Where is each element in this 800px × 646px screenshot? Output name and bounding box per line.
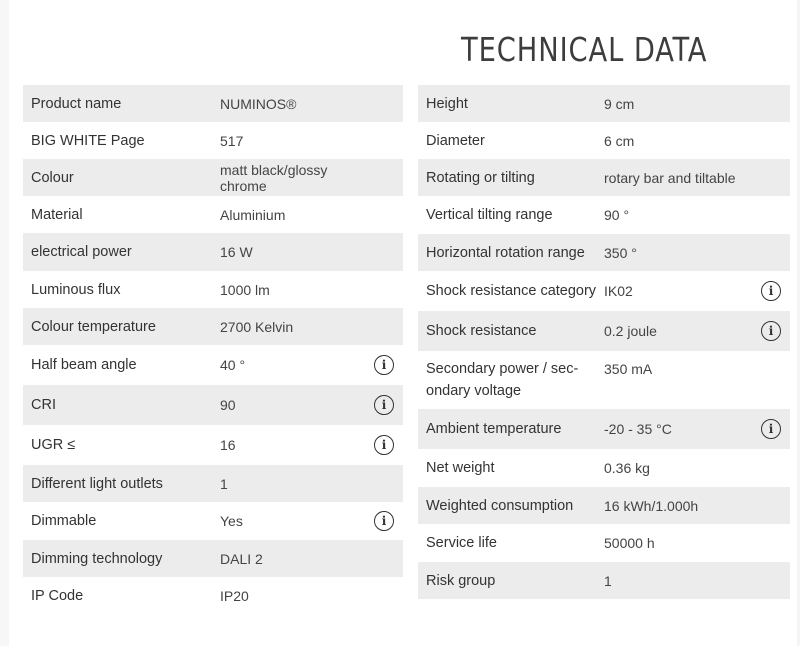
spec-row — [418, 85, 790, 122]
spec-label: Ambient temperature — [426, 421, 562, 437]
spec-row — [418, 196, 790, 234]
spec-value: 9 cm — [604, 95, 635, 112]
spec-row — [418, 122, 790, 159]
spec-row — [23, 122, 403, 159]
spec-row — [418, 487, 790, 524]
spec-value: IP20 — [220, 588, 249, 604]
spec-label: CRI — [31, 397, 56, 413]
spec-label: Shock resistance — [426, 323, 537, 339]
spec-label: Secondary power / sec- ondary voltage — [426, 361, 579, 399]
spec-row — [418, 271, 790, 311]
spec-label: Service life — [426, 535, 497, 551]
spec-label: Rotating or tilting — [426, 169, 535, 186]
spec-label: Shock resistance category — [426, 283, 597, 299]
spec-value: 517 — [220, 132, 244, 149]
spec-label: Dimming technology — [31, 550, 163, 567]
spec-label: IP Code — [31, 588, 84, 604]
spec-label: Diameter — [426, 132, 485, 149]
spec-row — [23, 271, 403, 308]
spec-row — [418, 351, 790, 409]
spec-value: 350 ° — [604, 244, 637, 261]
spec-row — [23, 159, 403, 196]
spec-value: Aluminium — [220, 206, 286, 223]
spec-value: 90 — [220, 397, 236, 413]
spec-value: 16 W — [220, 244, 253, 260]
spec-value: 1000 lm — [220, 281, 270, 298]
spec-row — [23, 577, 403, 615]
spec-row — [23, 502, 403, 540]
info-icon[interactable]: i — [374, 511, 394, 531]
page-title: TECHNICAL DATA — [461, 30, 708, 69]
spec-row — [418, 311, 790, 351]
spec-value: 16 kWh/1.000h — [604, 497, 699, 514]
spec-row — [23, 196, 403, 233]
spec-row — [418, 159, 790, 196]
spec-value: 350 mA — [604, 361, 653, 377]
spec-table-left — [23, 85, 403, 615]
spec-label: electrical power — [31, 244, 132, 260]
spec-value: NUMINOS® — [220, 95, 297, 112]
spec-value: IK02 — [604, 283, 633, 299]
spec-value: 90 ° — [604, 207, 630, 223]
spec-value: 16 — [220, 437, 236, 453]
spec-row — [23, 425, 403, 465]
spec-label: Dimmable — [31, 513, 97, 529]
spec-row — [23, 308, 403, 345]
spec-row — [23, 540, 403, 577]
spec-label: Half beam angle — [31, 357, 137, 373]
spec-value: 2700 Kelvin — [220, 318, 294, 335]
spec-row — [23, 85, 403, 122]
spec-row — [418, 409, 790, 449]
info-icon[interactable]: i — [374, 395, 394, 415]
spec-value: 0.36 kg — [604, 460, 650, 476]
spec-label: Height — [426, 95, 468, 112]
spec-row — [23, 385, 403, 425]
spec-value: 6 cm — [604, 132, 635, 149]
spec-value: 1 — [604, 572, 612, 589]
spec-row — [23, 465, 403, 502]
spec-label: Material — [31, 206, 83, 223]
spec-row — [23, 233, 403, 271]
spec-value: 0.2 joule — [604, 323, 657, 339]
spec-value: 50000 h — [604, 535, 655, 551]
spec-table-right — [418, 85, 790, 599]
spec-label: BIG WHITE Page — [31, 132, 145, 149]
info-icon[interactable]: i — [374, 355, 394, 375]
spec-row — [418, 524, 790, 562]
spec-row — [418, 562, 790, 599]
info-icon[interactable]: i — [374, 435, 394, 455]
spec-label: Net weight — [426, 460, 495, 476]
spec-value: DALI 2 — [220, 550, 263, 567]
spec-label: UGR ≤ — [31, 437, 76, 453]
spec-row — [418, 234, 790, 271]
spec-label: Horizontal rotation range — [426, 244, 585, 261]
spec-label: Weighted consumption — [426, 497, 574, 514]
spec-label: Vertical tilting range — [426, 207, 553, 223]
spec-label: Different light outlets — [31, 475, 163, 492]
info-icon[interactable]: i — [761, 281, 781, 301]
spec-label: Colour temperature — [31, 318, 156, 335]
spec-label: Product name — [31, 95, 122, 112]
spec-label: Luminous flux — [31, 281, 121, 298]
spec-label: Risk group — [426, 572, 496, 589]
spec-value: Yes — [220, 513, 243, 529]
spec-value: 1 — [220, 475, 228, 492]
spec-row — [23, 345, 403, 385]
info-icon[interactable]: i — [761, 321, 781, 341]
spec-row — [418, 449, 790, 487]
spec-value: matt black/glossy chrome — [220, 161, 328, 194]
spec-label: Colour — [31, 169, 74, 186]
spec-value: -20 - 35 °C — [604, 421, 672, 437]
left-margin — [0, 0, 9, 646]
spec-value: 40 ° — [220, 357, 246, 373]
info-icon[interactable]: i — [761, 419, 781, 439]
spec-value: rotary bar and tiltable — [604, 169, 736, 186]
